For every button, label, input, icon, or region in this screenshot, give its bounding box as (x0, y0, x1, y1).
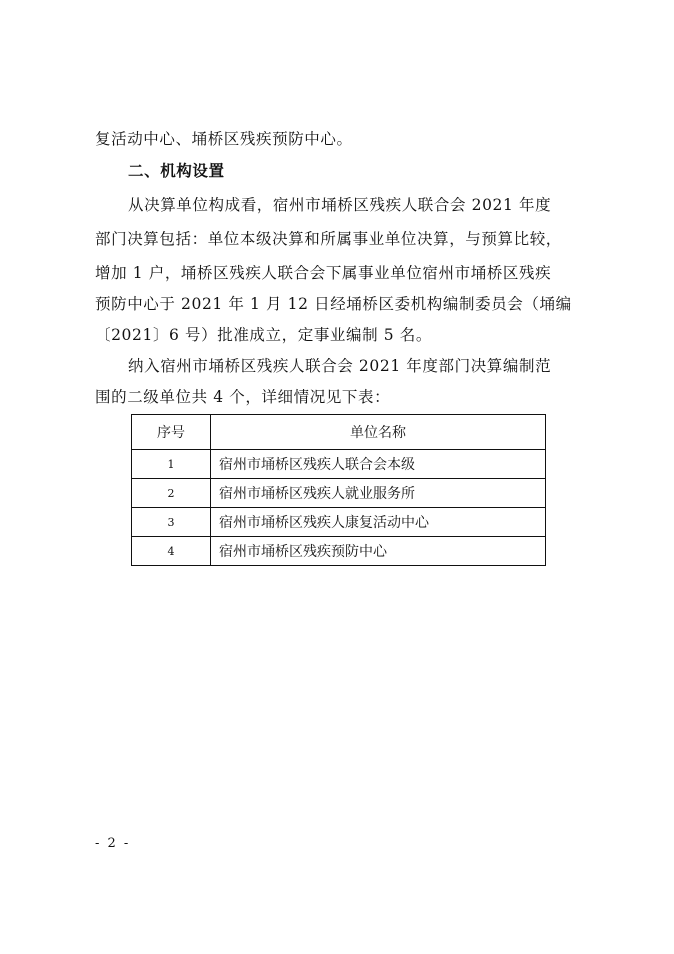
table-row (132, 450, 546, 479)
paragraph-2-line-2: 围的二级单位共 4 个，详细情况见下表： (95, 388, 391, 406)
table-header-row (132, 415, 546, 450)
paragraph-1-line-3: 增加 1 户，埇桥区残疾人联合会下属事业单位宿州市埇桥区残疾 (95, 264, 552, 282)
table-header-no: 序号 (132, 415, 211, 450)
table-cell-name: 宿州市埇桥区残疾预防中心 (211, 537, 546, 566)
table-row (132, 479, 546, 508)
paragraph-1-line-2: 部门决算包括：单位本级决算和所属事业单位决算，与预算比较， (95, 230, 562, 248)
paragraph-1-line-5: 〔2021〕6 号）批准成立，定事业编制 5 名。 (95, 326, 432, 344)
units-table (131, 414, 546, 566)
table-row (132, 508, 546, 537)
paragraph-1-line-1: 从决算单位构成看，宿州市埇桥区残疾人联合会 2021 年度 (128, 196, 552, 214)
paragraph-line-continued: 复活动中心、埇桥区残疾预防中心。 (95, 130, 353, 148)
page-number: - 2 - (95, 836, 131, 851)
table-header-name: 单位名称 (211, 415, 546, 450)
section-heading-organization: 二、机构设置 (128, 162, 225, 180)
table-cell-name: 宿州市埇桥区残疾人就业服务所 (211, 479, 546, 508)
table-cell-no: 4 (132, 537, 211, 566)
table-cell-name: 宿州市埇桥区残疾人联合会本级 (211, 450, 546, 479)
paragraph-1-line-4: 预防中心于 2021 年 1 月 12 日经埇桥区委机构编制委员会（埇编 (95, 295, 572, 313)
table-cell-name: 宿州市埇桥区残疾人康复活动中心 (211, 508, 546, 537)
table-row (132, 537, 546, 566)
table-cell-no: 3 (132, 508, 211, 537)
table-cell-no: 2 (132, 479, 211, 508)
paragraph-2-line-1: 纳入宿州市埇桥区残疾人联合会 2021 年度部门决算编制范 (128, 357, 552, 375)
table-cell-no: 1 (132, 450, 211, 479)
